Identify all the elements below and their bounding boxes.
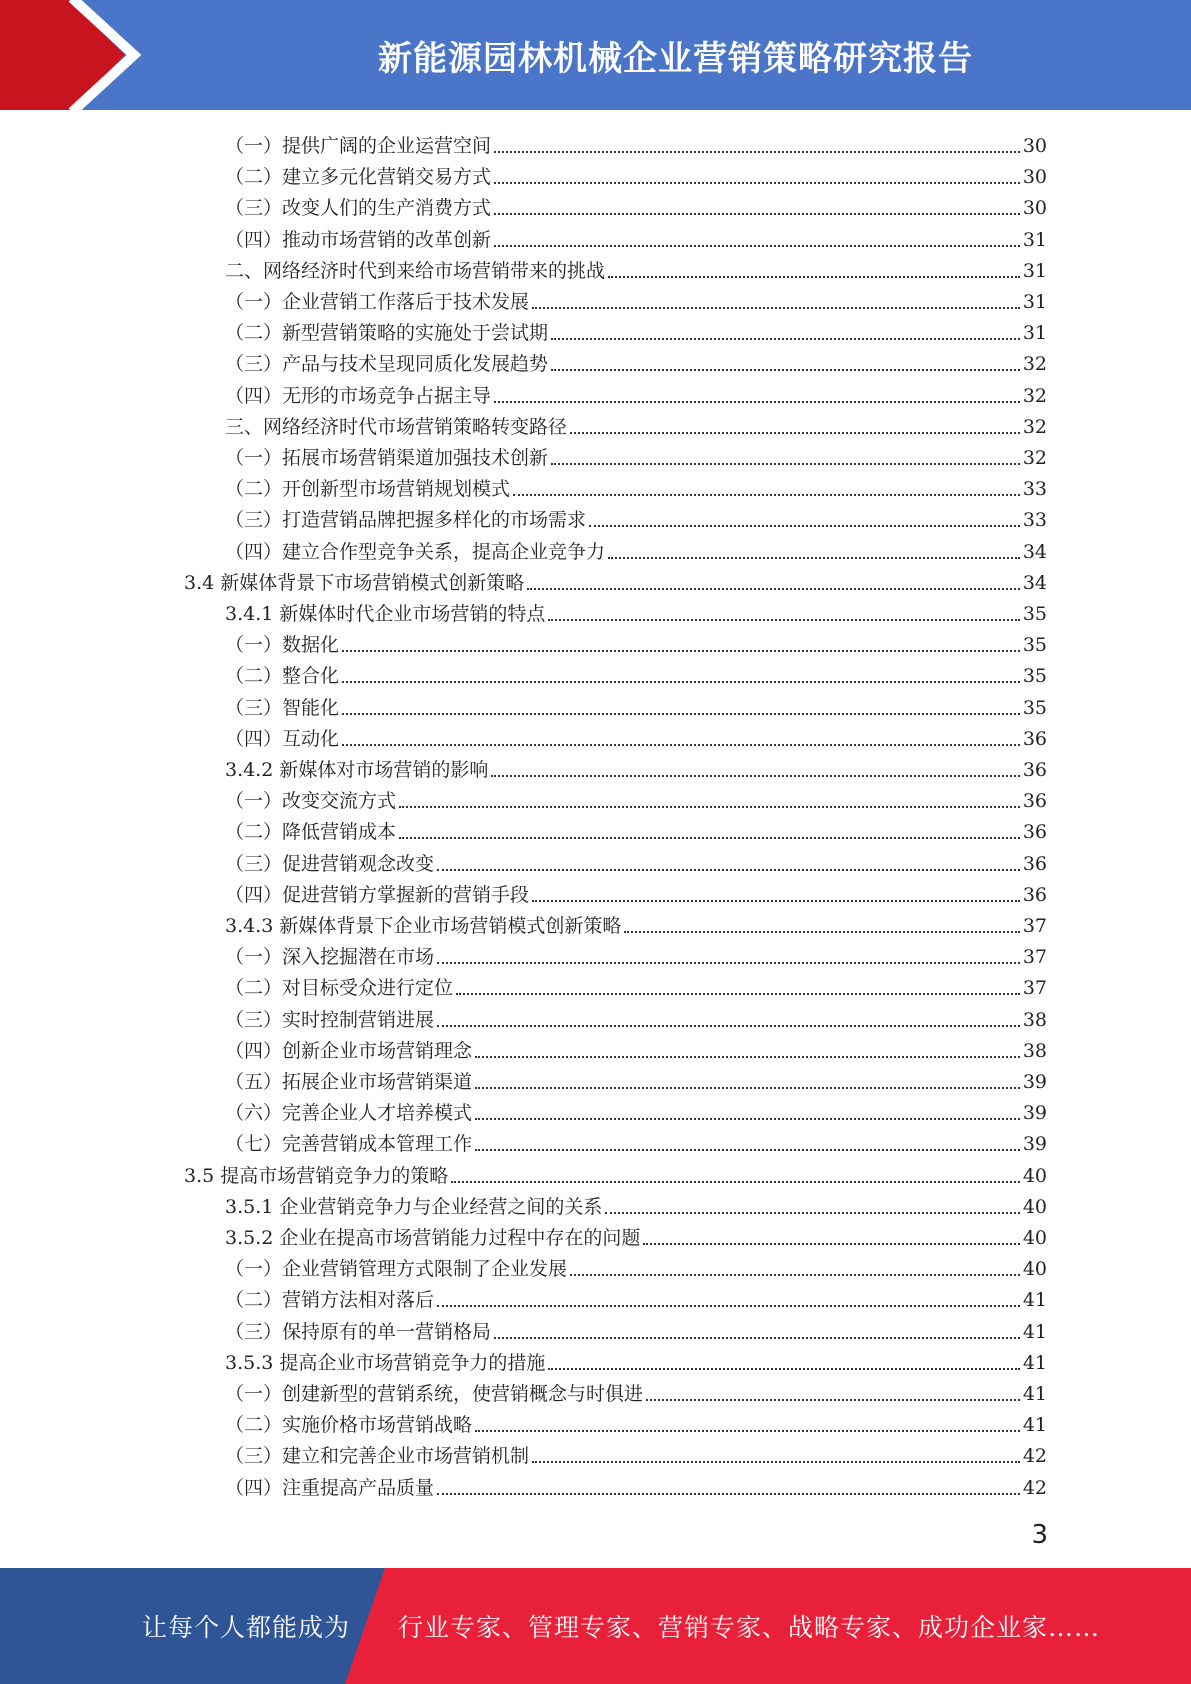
toc-entry[interactable] [225, 439, 1047, 470]
toc-entry-page: 33 [1022, 478, 1047, 501]
toc-entry-page: 40 [1022, 1227, 1047, 1249]
toc-dot-leader [342, 681, 1020, 683]
toc-entry-page: 40 [1022, 1195, 1047, 1218]
toc-entry-page: 32 [1022, 447, 1047, 469]
toc-entry-label: 3.5 提高市场营销竞争力的策略 [184, 1164, 449, 1187]
toc-dot-leader [551, 463, 1020, 465]
toc-entry-page: 36 [1022, 727, 1047, 750]
toc-dot-leader [475, 1149, 1020, 1151]
toc-entry[interactable] [225, 1032, 1047, 1063]
toc-entry[interactable] [225, 158, 1047, 189]
toc-entry-label: （三）建立和完善企业市场营销机制 [225, 1445, 530, 1468]
toc-dot-leader [437, 869, 1020, 871]
toc-entry[interactable] [225, 938, 1047, 969]
toc-dot-leader [532, 307, 1020, 309]
toc-entry-label: （三）保持原有的单一营销格局 [225, 1320, 492, 1343]
toc-entry-label: （二）实施价格市场营销战略 [225, 1414, 473, 1437]
toc-entry-label: （一）深入挖掘潜在市场 [225, 946, 435, 969]
toc-entry[interactable] [225, 595, 1047, 626]
toc-entry-page: 41 [1022, 1320, 1047, 1343]
toc-dot-leader [437, 1493, 1020, 1495]
toc-entry-label: （四）促进营销方掌握新的营销手段 [225, 883, 530, 906]
toc-entry-page: 39 [1022, 1102, 1047, 1125]
toc-entry[interactable] [225, 876, 1047, 907]
toc-entry[interactable] [225, 1219, 1047, 1250]
toc-entry[interactable] [225, 845, 1047, 876]
toc-entry[interactable] [225, 1001, 1047, 1032]
toc-dot-leader [608, 276, 1020, 278]
toc-entry-label: 3.5.1 企业营销竞争力与企业经营之间的关系 [225, 1195, 603, 1218]
toc-dot-leader [437, 1025, 1020, 1027]
toc-entry-label: 二、网络经济时代到来给市场营销带来的挑战 [225, 259, 606, 282]
toc-dot-leader [494, 182, 1020, 184]
toc-entry-page: 39 [1022, 1133, 1047, 1156]
toc-entry-label: （一）数据化 [225, 634, 340, 657]
toc-entry-page: 41 [1022, 1414, 1047, 1437]
toc-dot-leader [624, 931, 1019, 933]
toc-dot-leader [608, 557, 1020, 559]
toc-entry-page: 38 [1022, 1008, 1047, 1031]
toc-dot-leader [527, 588, 1020, 590]
toc-dot-leader [605, 1212, 1019, 1214]
toc-dot-leader [475, 1430, 1020, 1432]
toc-entry[interactable] [225, 1406, 1047, 1437]
toc-entry-label: （一）拓展市场营销渠道加强技术创新 [225, 447, 549, 469]
toc-dot-leader [342, 744, 1020, 746]
toc-entry-page: 34 [1022, 540, 1047, 563]
toc-entry-label: （二）开创新型市场营销规划模式 [225, 478, 511, 501]
toc-entry-page: 42 [1022, 1445, 1047, 1468]
toc-entry[interactable] [225, 533, 1047, 564]
toc-entry[interactable] [225, 1094, 1047, 1125]
toc-dot-leader [513, 494, 1020, 496]
toc-entry-label: （七）完善营销成本管理工作 [225, 1133, 473, 1156]
toc-entry-page: 38 [1022, 1039, 1047, 1062]
toc-entry-page: 30 [1022, 135, 1047, 157]
toc-entry-page: 34 [1022, 571, 1047, 594]
toc-dot-leader [494, 1337, 1020, 1339]
toc-dot-leader [451, 1181, 1020, 1183]
toc-entry[interactable] [225, 813, 1047, 844]
footer-slogan: 让每个人都能成为 [142, 1613, 351, 1642]
toc-entry[interactable] [225, 221, 1047, 252]
toc-dot-leader [643, 1243, 1019, 1245]
toc-entry-page: 35 [1022, 696, 1047, 719]
toc-entry[interactable] [225, 657, 1047, 688]
toc-entry-label: （二）建立多元化营销交易方式 [225, 166, 492, 189]
toc-entry-label: （三）智能化 [225, 696, 340, 719]
toc-entry-label: （二）整合化 [225, 665, 340, 688]
toc-entry[interactable] [225, 689, 1047, 720]
toc-entry-label: （三）实时控制营销进展 [225, 1008, 435, 1031]
toc-entry-page: 41 [1022, 1351, 1047, 1374]
toc-entry-label: （四）推动市场营销的改革创新 [225, 228, 492, 251]
toc-dot-leader [646, 1399, 1020, 1401]
toc-dot-leader [494, 151, 1020, 153]
toc-entry[interactable] [225, 907, 1047, 938]
toc-entry-page: 31 [1022, 228, 1047, 251]
toc-entry-page: 42 [1022, 1476, 1047, 1499]
footer-tagline: 行业专家、管理专家、营销专家、战略专家、成功企业家…… [398, 1613, 1101, 1642]
toc-entry-label: 3.5.2 企业在提高市场营销能力过程中存在的问题 [225, 1227, 641, 1249]
toc-dot-leader [589, 525, 1020, 527]
toc-entry-label: （一）企业营销管理方式限制了企业发展 [225, 1258, 568, 1281]
toc-entry[interactable] [225, 1375, 1047, 1406]
toc-dot-leader [551, 369, 1020, 371]
toc-entry[interactable] [225, 1281, 1047, 1312]
toc-entry-label: （二）降低营销成本 [225, 821, 397, 844]
toc-entry-label: （四）建立合作型竞争关系，提高企业竞争力 [225, 540, 606, 563]
toc-entry-page: 31 [1022, 259, 1047, 282]
toc-entry-label: （四）无形的市场竞争占据主导 [225, 384, 492, 407]
toc-entry-label: 3.4.3 新媒体背景下企业市场营销模式创新策略 [225, 915, 622, 937]
toc-entry-page: 33 [1022, 509, 1047, 532]
toc-dot-leader [475, 1118, 1020, 1120]
toc-entry-page: 36 [1022, 852, 1047, 875]
toc-entry[interactable] [225, 252, 1047, 283]
toc-entry-label: （四）创新企业市场营销理念 [225, 1039, 473, 1062]
toc-entry[interactable] [225, 345, 1047, 376]
header-banner [0, 0, 1191, 110]
toc-dot-leader [456, 993, 1020, 995]
toc-entry[interactable] [225, 501, 1047, 532]
toc-dot-leader [548, 619, 1019, 621]
toc-dot-leader [437, 962, 1020, 964]
toc-entry[interactable] [225, 751, 1047, 782]
report-title: 新能源园林机械企业营销策略研究报告 [378, 38, 973, 79]
toc-entry[interactable] [225, 1250, 1047, 1281]
toc-entry-label: 3.4 新媒体背景下市场营销模式创新策略 [184, 571, 525, 594]
toc-entry-label: （一）企业营销工作落后于技术发展 [225, 291, 530, 313]
footer-banner [0, 1568, 1191, 1684]
toc-entry-page: 37 [1022, 946, 1047, 969]
toc-entry[interactable] [225, 127, 1047, 158]
toc-dot-leader [551, 338, 1020, 340]
toc-entry[interactable] [225, 1344, 1047, 1375]
toc-entry-label: （二）对目标受众进行定位 [225, 977, 454, 1000]
toc-entry-label: （一）提供广阔的企业运营空间 [225, 135, 492, 157]
toc-entry-page: 39 [1022, 1071, 1047, 1093]
toc-entry-label: （三）改变人们的生产消费方式 [225, 197, 492, 220]
toc-entry-page: 32 [1022, 353, 1047, 376]
toc-dot-leader [570, 1274, 1020, 1276]
toc-dot-leader [342, 650, 1020, 652]
toc-dot-leader [491, 775, 1019, 777]
toc-dot-leader [494, 213, 1020, 215]
toc-dot-leader [570, 432, 1020, 434]
toc-entry-label: 三、网络经济时代市场营销策略转变路径 [225, 415, 568, 438]
toc-entry-label: （五）拓展企业市场营销渠道 [225, 1071, 473, 1093]
toc-entry-label: （三）促进营销观念改变 [225, 852, 435, 875]
toc-entry-page: 35 [1022, 603, 1047, 625]
toc-entry-page: 36 [1022, 883, 1047, 906]
toc-dot-leader [532, 1461, 1020, 1463]
toc-entry-label: （六）完善企业人才培养模式 [225, 1102, 473, 1125]
toc-dot-leader [548, 1368, 1019, 1370]
toc-entry-page: 40 [1022, 1258, 1047, 1281]
toc-entry-label: （三）产品与技术呈现同质化发展趋势 [225, 353, 549, 376]
toc-dot-leader [399, 837, 1020, 839]
toc-entry-label: （四）互动化 [225, 727, 340, 750]
toc-entry-label: （四）注重提高产品质量 [225, 1476, 435, 1499]
toc-entry-page: 37 [1022, 915, 1047, 937]
toc-entry-page: 36 [1022, 790, 1047, 813]
toc-entry[interactable] [225, 314, 1047, 345]
toc-entry-page: 41 [1022, 1289, 1047, 1312]
toc-entry[interactable] [184, 1157, 1047, 1188]
toc-entry-label: （三）打造营销品牌把握多样化的市场需求 [225, 509, 587, 532]
toc-dot-leader [475, 1087, 1020, 1089]
toc-dot-leader [475, 1056, 1020, 1058]
toc-entry-label: 3.4.1 新媒体时代企业市场营销的特点 [225, 603, 546, 625]
toc-entry[interactable] [225, 470, 1047, 501]
toc-entry[interactable] [225, 1063, 1047, 1094]
toc-entry[interactable] [225, 1437, 1047, 1468]
toc-entry[interactable] [225, 1125, 1047, 1156]
toc-entry[interactable] [225, 720, 1047, 751]
toc-entry[interactable] [184, 564, 1047, 595]
toc-dot-leader [532, 900, 1020, 902]
toc-entry-label: 3.4.2 新媒体对市场营销的影响 [225, 759, 489, 781]
toc-entry-page: 31 [1022, 322, 1047, 345]
toc-entry-page: 30 [1022, 197, 1047, 220]
toc-entry[interactable] [225, 1313, 1047, 1344]
page-number: 3 [1031, 1520, 1048, 1550]
toc-dot-leader [399, 806, 1020, 808]
toc-entry[interactable] [225, 969, 1047, 1000]
toc-entry[interactable] [225, 189, 1047, 220]
toc-entry-page: 32 [1022, 415, 1047, 438]
toc-entry-page: 31 [1022, 291, 1047, 313]
toc-entry-page: 36 [1022, 759, 1047, 781]
toc-dot-leader [342, 713, 1020, 715]
toc-dot-leader [494, 245, 1020, 247]
toc-entry[interactable] [225, 377, 1047, 408]
toc-entry-label: （一）改变交流方式 [225, 790, 397, 813]
toc-entry-page: 40 [1022, 1164, 1047, 1187]
toc-entry-page: 36 [1022, 821, 1047, 844]
toc-entry-page: 37 [1022, 977, 1047, 1000]
red-arrow-decoration [0, 0, 150, 110]
toc-dot-leader [437, 1305, 1020, 1307]
toc-entry-page: 32 [1022, 384, 1047, 407]
toc-entry[interactable] [225, 408, 1047, 439]
toc-dot-leader [494, 401, 1020, 403]
toc-entry[interactable] [225, 283, 1047, 314]
toc-entry-page: 41 [1022, 1383, 1047, 1405]
toc-entry-page: 30 [1022, 166, 1047, 189]
toc-entry-label: （二）营销方法相对落后 [225, 1289, 435, 1312]
toc-entry[interactable] [225, 626, 1047, 657]
toc-entry-label: 3.5.3 提高企业市场营销竞争力的措施 [225, 1351, 546, 1374]
toc-entry-page: 35 [1022, 665, 1047, 688]
toc-entry-label: （二）新型营销策略的实施处于尝试期 [225, 322, 549, 345]
toc-entry-label: （一）创建新型的营销系统，使营销概念与时俱进 [225, 1383, 644, 1405]
toc-entry-page: 35 [1022, 634, 1047, 657]
toc-entry[interactable] [225, 1469, 1047, 1500]
toc-entry[interactable] [225, 1188, 1047, 1219]
toc-entry[interactable] [225, 782, 1047, 813]
